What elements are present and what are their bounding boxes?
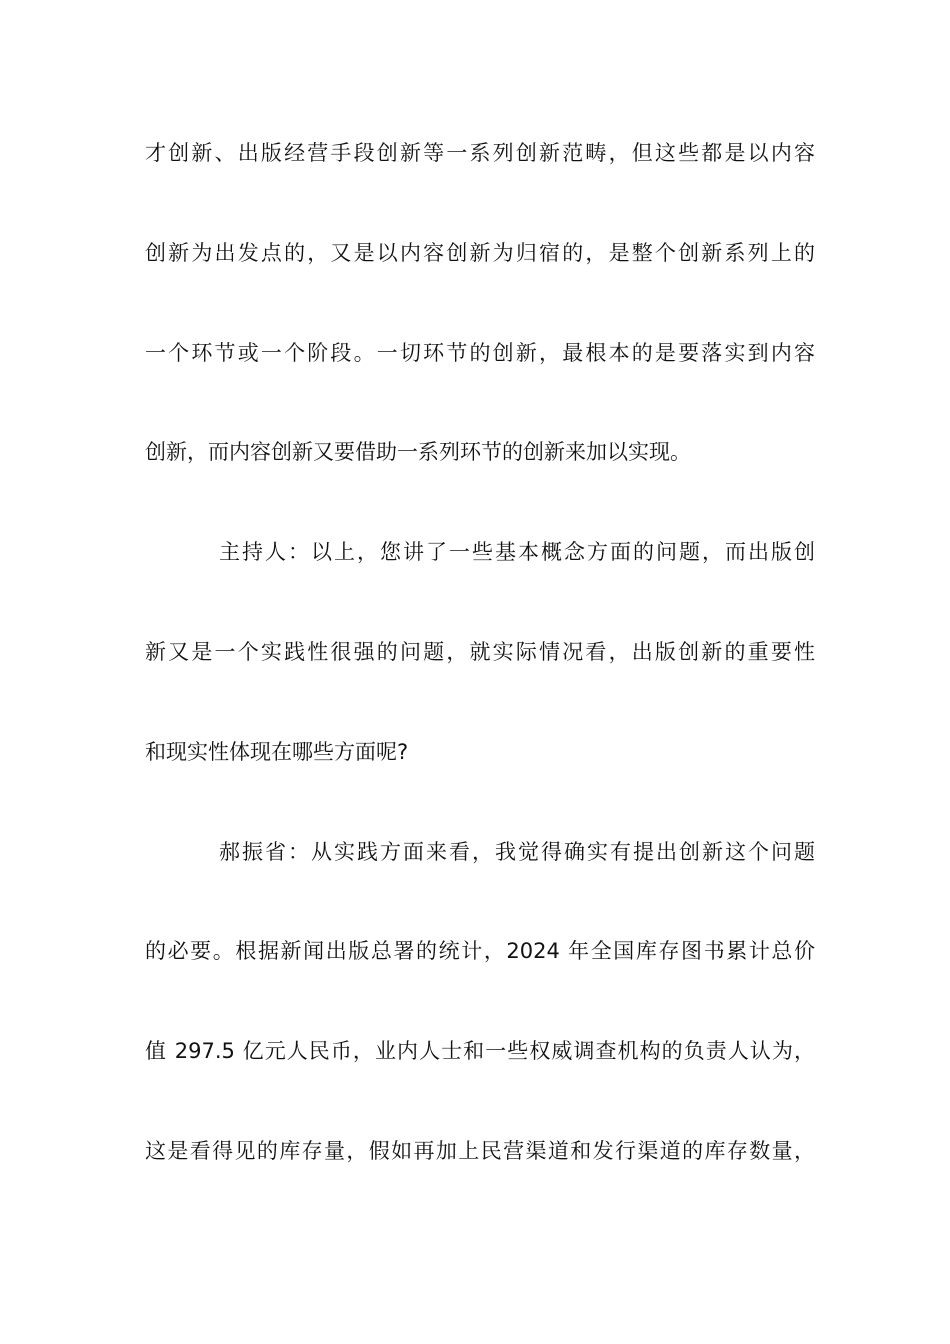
text-line: 的必要。根据新闻出版总署的统计，2024 年全国库存图书累计总价 <box>145 939 815 964</box>
text-line: 值 297.5 亿元人民币，业内人士和一些权威调查机构的负责人认为， <box>145 1039 815 1064</box>
text-line: 和现实性体现在哪些方面呢? <box>145 739 409 764</box>
text-line: 一个环节或一个阶段。一切环节的创新，最根本的是要落实到内容 <box>145 340 815 365</box>
document-body <box>145 127 815 1225</box>
text-line: 创新，而内容创新又要借助一系列环节的创新来加以实现。 <box>145 440 691 465</box>
text-line: 郝振省：从实践方面来看，我觉得确实有提出创新这个问题 <box>219 839 815 864</box>
text-line: 才创新、出版经营手段创新等一系列创新范畴，但这些都是以内容 <box>145 141 815 165</box>
text-line: 这是看得见的库存量，假如再加上民营渠道和发行渠道的库存数量， <box>145 1138 815 1163</box>
text-line: 主持人：以上，您讲了一些基本概念方面的问题，而出版创 <box>219 540 815 565</box>
text-line: 新又是一个实践性很强的问题，就实际情况看，出版创新的重要性 <box>145 639 815 664</box>
text-line: 创新为出发点的，又是以内容创新为归宿的，是整个创新系列上的 <box>145 240 815 265</box>
